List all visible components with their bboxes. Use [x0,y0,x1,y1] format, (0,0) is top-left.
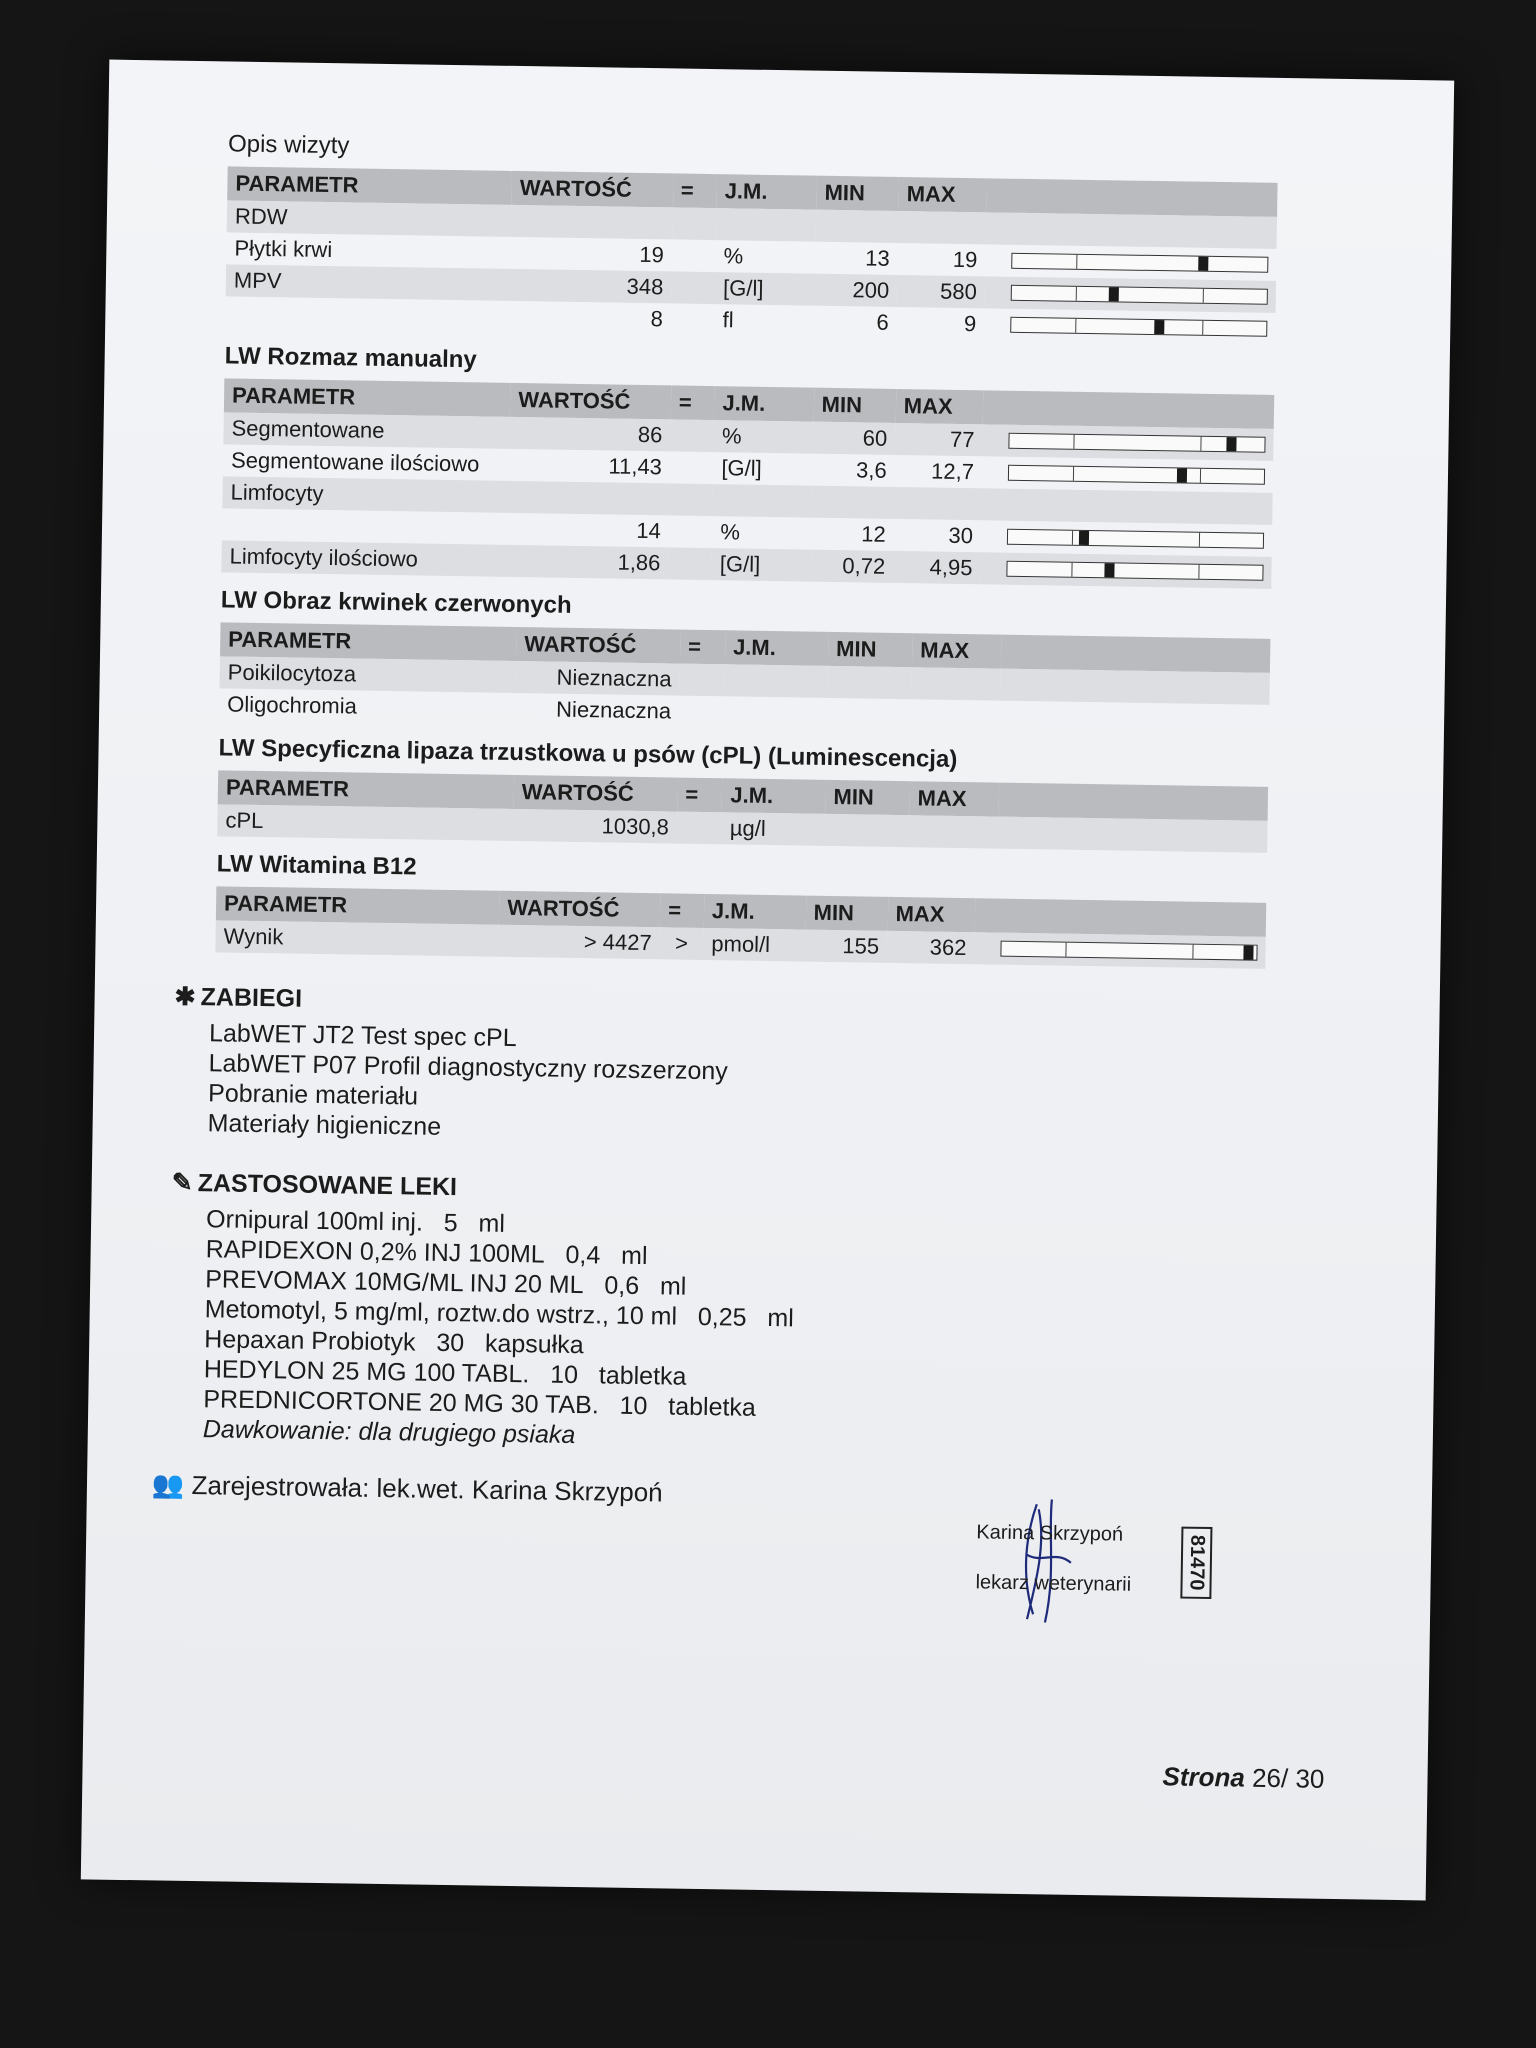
row-param: Segmentowane [223,412,510,448]
range-max-tick [1199,565,1200,579]
row-param: Wynik [215,920,499,956]
row-value: 11,43 [608,453,663,480]
row-unit: fl [722,307,734,333]
person-icon: 👥 [151,1469,192,1501]
stamp-role: lekarz weterynarii [975,1571,1132,1596]
med-name: Ornipural 100ml inj. [205,1205,424,1237]
range-max-tick [1201,437,1202,451]
row-min: 155 [805,930,887,963]
row-eq [670,419,714,452]
range-bar [1011,253,1268,273]
med-name: RAPIDEXON 0,2% INJ 100ML [205,1235,545,1269]
med-gap [415,1328,436,1358]
row-range-cell [981,488,1273,525]
med-name: Hepaxan Probiotyk [204,1325,416,1357]
range-marker [1198,257,1208,271]
range-bar [1010,317,1267,337]
range-marker [1104,563,1114,577]
row-max: 77 [895,423,983,456]
dosing-note: Dawkowanie: dla drugiego psiaka [202,1415,576,1450]
header-value: WARTOŚĆ [513,775,677,812]
med-gap [600,1240,621,1270]
row-range-cell [986,212,1277,249]
header-max: MAX [887,897,975,932]
med-name: HEDYLON 25 MG 100 TABL. [203,1355,530,1389]
row-max [911,699,1001,732]
range-min-tick [1076,255,1077,269]
row-unit [724,696,828,730]
section3-table [219,622,1270,736]
range-bar [1011,285,1268,305]
row-eq [677,812,722,845]
row-unit: % [720,519,741,545]
row-value: 19 [639,241,665,268]
stamp-number: 81470 [1180,1527,1212,1599]
med-gap [544,1240,565,1270]
header-eq: = [673,173,717,208]
row-unit: µg/l [722,812,826,846]
med-qty: 0,25 [697,1302,747,1332]
med-gap [647,1391,668,1421]
row-min: 12 [861,521,886,547]
row-value: 8 [650,306,664,332]
header-min: MIN [816,176,899,211]
row-max: 19 [952,246,978,273]
row-range-cell [974,932,1266,969]
header-max: MAX [909,781,999,816]
row-value: Nieznaczna [555,696,672,724]
row-max [911,667,1001,700]
range-marker [1154,320,1164,334]
med-gap [423,1208,444,1238]
med-qty: 10 [550,1360,579,1390]
row-eq [672,239,716,272]
procedures-title: ZABIEGI [200,983,303,1013]
med-unit: ml [478,1209,506,1238]
row-value [511,205,673,240]
med-gap [583,1270,604,1300]
med-name: PREDNICORTONE 20 MG 30 TAB. [203,1385,600,1420]
row-range-cell [998,817,1267,853]
row-param: Limfocyty ilościowo [221,540,508,576]
row-range-cell [981,520,1273,557]
header-value: WARTOŚĆ [516,627,680,664]
header-max: MAX [912,633,1002,668]
list-item: LabWET JT2 Test spec cPL [208,1019,517,1053]
row-min: 0,72 [811,550,894,583]
row-value: Nieznaczna [516,661,680,696]
list-item: Materiały higieniczne [207,1109,442,1141]
row-eq [679,664,724,697]
row-value: 1030,8 [513,809,677,844]
row-eq [669,483,713,516]
section1-title: Opis wizyty [227,130,350,160]
header-eq: = [671,385,715,420]
row-eq [671,303,715,336]
doctor-stamp [975,1518,1132,1598]
row-param [222,508,509,544]
med-gap [457,1208,478,1238]
med-qty: 5 [443,1208,458,1238]
row-value: 1,86 [508,545,669,580]
med-gap [464,1328,485,1358]
row-unit [716,208,816,242]
medications-title: ZASTOSOWANE LEKI [197,1169,458,1202]
header-min: MIN [805,896,887,931]
row-eq [668,547,712,580]
row-eq [672,207,716,240]
row-range-cell [984,308,1275,345]
range-min-tick [1075,287,1076,301]
row-max: 4,95 [893,551,981,584]
header-unit: J.M. [725,630,829,666]
header-value: WARTOŚĆ [510,383,671,420]
row-unit: % [723,243,744,269]
row-value: 86 [510,417,671,452]
row-min [816,210,899,243]
range-max-tick [1202,321,1203,335]
header-param: PARAMETR [224,378,511,416]
range-bar [1007,529,1264,549]
row-unit [724,664,828,698]
range-min-tick [1065,943,1066,957]
range-min-tick [1072,531,1073,545]
range-marker [1244,945,1254,959]
range-max-tick [1200,469,1201,483]
row-min [812,486,895,519]
med-gap [746,1303,767,1333]
header-range [983,390,1275,429]
header-value: WARTOŚĆ [512,171,674,208]
row-min: 3,6 [855,457,887,483]
range-marker [1177,468,1187,482]
header-range [975,898,1267,937]
row-value [509,481,670,516]
med-qty: 30 [436,1328,465,1358]
page-number [1162,1761,1324,1795]
row-min [827,698,912,731]
range-min-tick [1071,563,1072,577]
document-content [151,116,1299,1518]
header-unit: J.M. [704,894,806,930]
range-marker [1079,531,1089,545]
row-min: 200 [815,274,898,307]
row-value: > 4427 [499,925,660,960]
registered-by [152,1469,1277,1518]
header-param: PARAMETR [216,886,500,924]
header-eq: = [677,778,722,813]
section4-table [217,770,1268,852]
section5-title: LW Witamina B12 [216,850,417,881]
med-unit: ml [659,1272,687,1301]
row-unit: % [714,420,814,454]
row-unit: [G/l] [715,272,815,306]
medications-list [203,1204,1282,1461]
row-min [825,814,910,847]
row-eq [671,271,715,304]
row-param: Segmentowane ilościowo [230,447,480,477]
med-gap [529,1359,550,1389]
range-min-tick [1073,435,1074,449]
row-range-cell [980,552,1272,589]
header-min: MIN [813,388,896,423]
row-eq [669,515,713,548]
range-bar [1008,433,1265,453]
section3-title: LW Obraz krwinek czerwonych [220,586,572,619]
header-param: PARAMETR [227,166,512,204]
row-value: 14 [636,517,662,544]
row-max: 580 [897,275,985,308]
header-eq: = [660,893,704,928]
row-unit: [G/l] [712,548,812,582]
row-min [827,666,912,699]
med-name: Metomotyl, 5 mg/ml, roztw.do wstrz., 10 ml [204,1295,678,1331]
range-bar [1008,465,1265,485]
row-range-cell [985,244,1276,281]
header-max: MAX [898,177,986,212]
row-param: Limfocyty [222,476,509,512]
row-param: RDW [227,200,512,236]
row-max: 9 [963,311,977,337]
asterisk-icon: ✱ [174,982,196,1012]
registered-text: Zarejestrowała: lek.wet. Karina Skrzypoń [191,1470,663,1508]
row-min: 6 [876,309,889,335]
range-bar [1000,941,1257,961]
row-param: Poikilocytoza [220,656,517,693]
range-min-tick [1075,319,1076,333]
header-param: PARAMETR [220,622,517,661]
page-label: Strona [1162,1761,1246,1793]
header-range [986,178,1278,217]
med-gap [639,1271,660,1301]
med-name: PREVOMAX 10MG/ML INJ 20 ML [205,1265,584,1300]
header-param: PARAMETR [218,770,514,809]
header-value: WARTOŚĆ [499,891,660,928]
med-unit: tabletka [668,1392,757,1422]
med-unit: ml [767,1304,795,1333]
stamp-name: Karina Skrzypoń [976,1521,1124,1546]
row-unit: pmol/l [703,928,805,962]
document-page [81,60,1454,1901]
med-gap [677,1302,698,1332]
row-eq [679,696,724,729]
med-unit: ml [620,1241,648,1271]
page-value: 26/ 30 [1251,1762,1325,1794]
med-qty: 0,4 [565,1240,601,1270]
range-bar [1006,561,1263,581]
med-qty: 0,6 [604,1271,640,1301]
row-param: MPV [226,264,511,300]
section2-table [221,378,1274,588]
med-unit: tabletka [598,1361,687,1391]
header-min: MIN [828,632,913,667]
row-max [909,815,999,848]
section5-table [215,886,1266,968]
range-min-tick [1073,467,1074,481]
row-range-cell [982,424,1274,461]
row-max: 30 [948,522,974,549]
range-max-tick [1199,533,1200,547]
row-range-cell [985,276,1276,313]
row-param [225,296,510,332]
row-max: 362 [887,931,975,964]
header-max: MAX [895,389,983,424]
row-param: Oligochromia [227,691,358,719]
list-item: LabWET P07 Profil diagnostyczny rozszerzony [208,1049,728,1086]
row-range-cell [982,456,1274,493]
row-unit [713,484,813,518]
med-qty: 10 [619,1391,648,1421]
med-gap [578,1360,599,1390]
row-min: 13 [865,245,890,271]
header-unit: J.M. [716,174,816,210]
header-unit: J.M. [714,386,814,422]
row-max [894,487,982,520]
row-param: Płytki krwi [234,235,333,263]
row-min: 60 [813,422,896,455]
section4-title: LW Specyficzna lipaza trzustkowa u psów (cPL) (Luminescencja) [218,734,958,773]
row-range-cell [1000,701,1269,737]
med-gap [599,1390,620,1420]
row-unit: [G/l] [721,455,762,481]
header-range [999,783,1268,821]
procedures-list [207,1018,1284,1155]
row-value: 348 [510,269,672,304]
pill-icon: ✎ [171,1168,193,1197]
range-max-tick [1193,945,1194,959]
header-unit: J.M. [722,778,826,814]
header-eq: = [680,630,725,665]
row-eq [670,451,714,484]
row-param: cPL [217,804,513,841]
section2-title: LW Rozmaz manualny [224,342,477,374]
header-min: MIN [825,780,910,815]
header-range [1001,635,1270,673]
range-marker [1226,437,1236,451]
range-max-tick [1203,289,1204,303]
list-item: Pobranie materiału [207,1079,419,1111]
row-max: 12,7 [930,458,975,485]
row-max [898,211,986,244]
row-eq: > [659,927,703,960]
med-unit: kapsułka [484,1329,584,1360]
range-marker [1109,287,1119,301]
row-range-cell [1001,669,1270,705]
section1-table [225,166,1277,344]
